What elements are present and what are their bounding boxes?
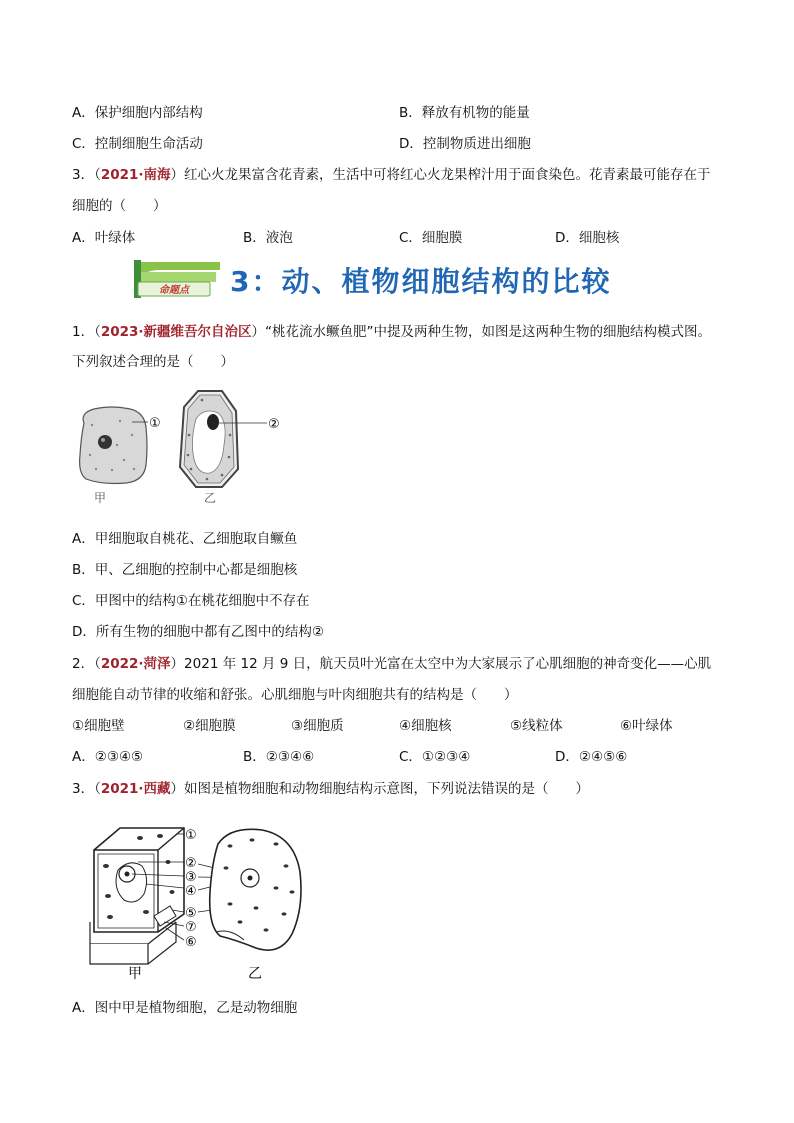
s3q2-item-1: ①细胞壁 [72, 718, 125, 734]
q3-option-b: B．液泡 [243, 230, 293, 246]
s3q1-option-a: A．甲细胞取自桃花、乙细胞取自鳜鱼 [72, 531, 298, 547]
fig1-label-right: 乙 [204, 491, 217, 505]
s3q2-option-a: A．②③④⑤ [72, 749, 144, 765]
section-title: 3：动、植物细胞结构的比较 [230, 265, 612, 298]
s3q3-stem-line1 [72, 779, 589, 799]
cell-diagram-1 [72, 385, 292, 514]
section-heading [130, 258, 690, 302]
s3q2-item-2: ②细胞膜 [183, 718, 236, 734]
s3q2-item-6: ⑥叶绿体 [620, 718, 673, 734]
fig2-mark-3: ③ [185, 870, 197, 885]
q3-stem-line1 [72, 165, 711, 185]
prev-option-b: B．释放有机物的能量 [399, 105, 530, 121]
s3q2-source: 2022·菏泽 [100, 656, 171, 672]
s3q1-option-d: D．所有生物的细胞中都有乙图中的结构② [72, 624, 324, 640]
q3-stem: ）红心火龙果富含花青素，生活中可将红心火龙果榨汁用于面食染色。花青素最可能存在于 [170, 167, 711, 183]
fig2-mark-4: ④ [185, 884, 197, 899]
q3-source: 2021·南海 [100, 167, 171, 183]
fig2-mark-7: ⑦ [185, 920, 197, 935]
s3q2-stem: ）2021 年 12 月 9 日，航天员叶光富在太空中为大家展示了心肌细胞的神奇变化——心肌 [170, 656, 712, 672]
fig2-label-right: 乙 [248, 966, 262, 982]
fig2-mark-5: ⑤ [185, 906, 197, 921]
s3q2-number: 2．（ [72, 656, 101, 672]
s3q3-option-a: A．图中甲是植物细胞，乙是动物细胞 [72, 1000, 298, 1016]
fig2-mark-6: ⑥ [185, 935, 197, 950]
s3q2-item-3: ③细胞质 [291, 718, 344, 734]
fig2-mark-2: ② [185, 856, 197, 871]
s3q1-stem: ）“桃花流水鳜鱼肥”中提及两种生物，如图是这两种生物的细胞结构模式图。 [251, 324, 712, 340]
q3-option-c: C．细胞膜 [399, 230, 463, 246]
flag-icon [130, 258, 222, 298]
s3q1-number: 1．（ [72, 324, 101, 340]
fig2-label-left: 甲 [128, 966, 142, 982]
s3q3-number: 3．（ [72, 781, 101, 797]
prev-option-c: C．控制细胞生命活动 [72, 136, 203, 152]
s3q1-option-c: C．甲图中的结构①在桃花细胞中不存在 [72, 593, 310, 609]
s3q2-item-4: ④细胞核 [399, 718, 452, 734]
s3q2-item-5: ⑤线粒体 [510, 718, 563, 734]
q3-option-d: D．细胞核 [555, 230, 620, 246]
fig1-mark-1: ① [149, 416, 161, 431]
fig1-label-left: 甲 [94, 491, 107, 505]
s3q3-source: 2021·西藏 [100, 781, 171, 797]
fig1-mark-2: ② [268, 417, 280, 432]
s3q2-stem-line2: 细胞能自动节律的收缩和舒张。心肌细胞与叶肉细胞共有的结构是（ ） [72, 687, 518, 703]
s3q2-option-c: C．①②③④ [399, 749, 471, 765]
s3q2-option-d: D．②④⑤⑥ [555, 749, 628, 765]
s3q2-stem-line1 [72, 654, 711, 674]
prev-option-a: A．保护细胞内部结构 [72, 105, 203, 121]
s3q1-option-b: B．甲、乙细胞的控制中心都是细胞核 [72, 562, 298, 578]
q3-number: 3．（ [72, 167, 101, 183]
s3q1-stem-line2: 下列叙述合理的是（ ） [72, 354, 234, 370]
fig2-mark-1: ① [185, 828, 197, 843]
s3q1-stem-line1 [72, 322, 711, 342]
q3-stem-line2: 细胞的（ ） [72, 198, 167, 214]
s3q3-stem: ）如图是植物细胞和动物细胞结构示意图，下列说法错误的是（ ） [170, 781, 590, 797]
s3q2-option-b: B．②③④⑥ [243, 749, 315, 765]
section-badge-text: 命题点 [159, 285, 189, 296]
q3-option-a: A．叶绿体 [72, 230, 136, 246]
cell-diagram-2 [80, 822, 320, 986]
s3q1-source: 2023·新疆维吾尔自治区 [100, 324, 252, 340]
prev-option-d: D．控制物质进出细胞 [399, 136, 531, 152]
